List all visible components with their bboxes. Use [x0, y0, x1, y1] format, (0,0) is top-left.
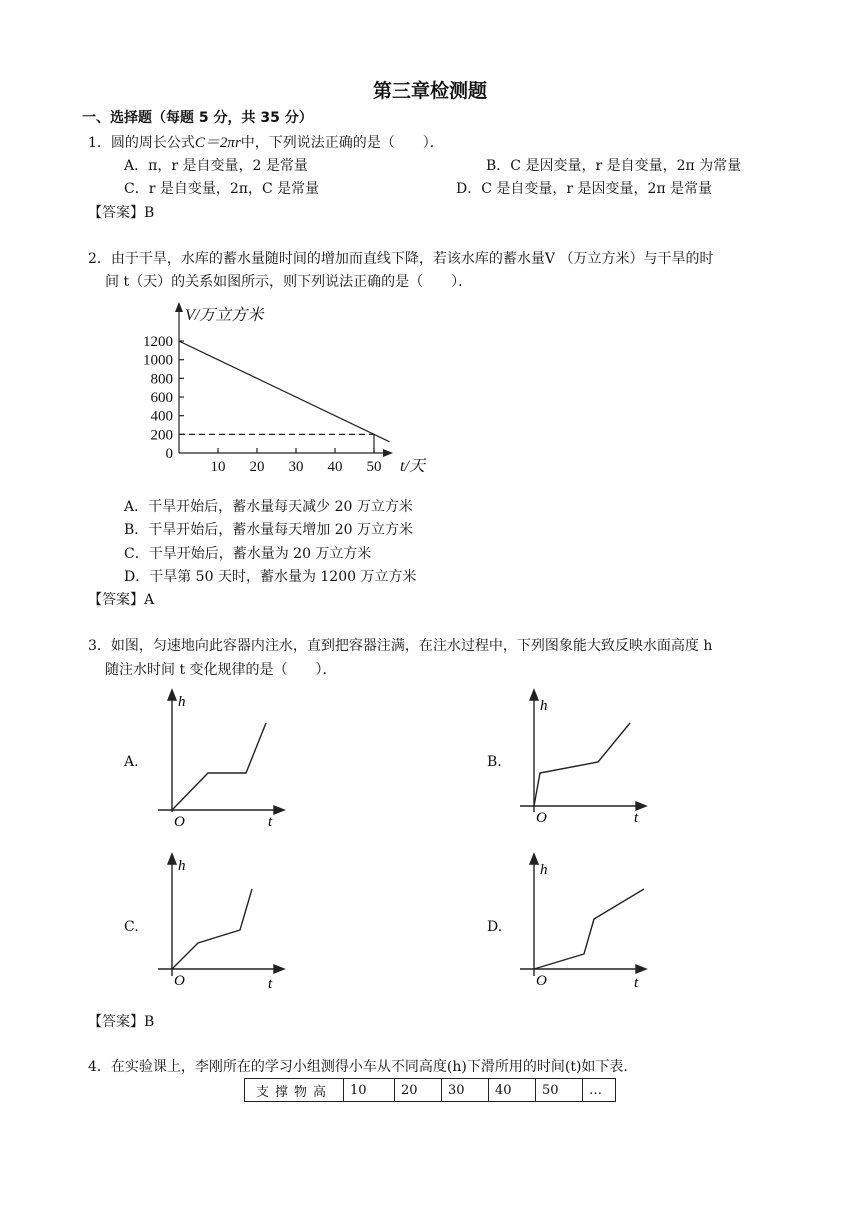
x-tick-label: 50 — [366, 459, 382, 475]
graph-a-label: A. — [124, 754, 139, 770]
svg-text:h: h — [540, 698, 548, 714]
graph-c-label: C. — [124, 919, 139, 935]
y-tick-label: 1200 — [143, 334, 173, 351]
data-table — [244, 1078, 616, 1102]
question-2-line1: 2．由于干旱，水库的蓄水量随时间的增加而直线下降，若该水库的蓄水量V （万立方米）与干旱的时 — [88, 251, 714, 267]
question-3-line1: 3．如图，匀速地向此容器内注水，直到把容器注满，在注水过程中，下列图象能大致反映水面高度 h — [88, 638, 713, 654]
graph-a — [150, 688, 290, 833]
svg-text:h: h — [540, 862, 548, 878]
graph-c — [150, 852, 290, 997]
table-cell: 10 — [344, 1079, 395, 1102]
x-tick-label: 10 — [210, 459, 226, 475]
question-text: 圆的周长公式 — [110, 135, 195, 151]
y-tick-label: 200 — [150, 427, 173, 444]
svg-text:t: t — [268, 814, 273, 830]
y-tick-label: 400 — [150, 408, 173, 425]
reservoir-chart — [130, 296, 450, 481]
option-d: D．C 是自变量，r 是因变量，2π 是常量 — [456, 181, 713, 197]
y-tick-label: 1000 — [143, 352, 173, 369]
svg-text:t: t — [268, 976, 273, 992]
option-c: C．r 是自变量，2π，C 是常量 — [124, 181, 320, 197]
graph-b — [512, 688, 652, 833]
x-tick-label: 20 — [249, 459, 265, 475]
table-cell: 50 — [536, 1079, 583, 1102]
page-title: 第三章检测题 — [372, 80, 487, 102]
question-2-line2: 间 t（天）的关系如图所示，则下列说法正确的是（ ）． — [105, 274, 473, 290]
x-axis-arrow — [383, 449, 393, 457]
option-b: B．C 是因变量，r 是自变量，2π 为常量 — [486, 158, 742, 174]
question-text: 中，下列说法正确的是（ ）． — [240, 135, 444, 151]
answer-3: 【答案】B — [88, 1014, 155, 1030]
svg-text:h: h — [178, 694, 186, 710]
y-axis-arrow — [175, 302, 183, 312]
question-3-line2: 随注水时间 t 变化规律的是（ ）． — [105, 662, 337, 678]
graph-d — [512, 852, 652, 997]
formula: C＝2πr — [194, 135, 241, 151]
q2-option-c: C．干旱开始后，蓄水量为 20 万立方米 — [124, 546, 372, 562]
question-1 — [88, 131, 444, 152]
svg-text:O: O — [536, 810, 547, 826]
svg-text:t: t — [634, 810, 639, 826]
svg-text:O: O — [174, 973, 185, 989]
answer-2: 【答案】A — [88, 592, 155, 608]
svg-text:O: O — [536, 973, 547, 989]
x-axis-label: t/天 — [400, 458, 425, 475]
table-cell: 40 — [489, 1079, 536, 1102]
y-tick-label: 0 — [165, 446, 173, 462]
svg-text:O: O — [174, 814, 185, 830]
q2-option-b: B．干旱开始后，蓄水量每天增加 20 万立方米 — [124, 522, 414, 538]
q2-option-d: D．干旱第 50 天时，蓄水量为 1200 万立方米 — [124, 569, 417, 585]
q2-option-a: A．干旱开始后，蓄水量每天减少 20 万立方米 — [124, 499, 413, 515]
y-axis-label: V/万立方米 — [185, 307, 264, 324]
graph-b-label: B. — [487, 754, 502, 770]
table-row — [245, 1079, 616, 1102]
table-cell: … — [583, 1079, 616, 1102]
question-number: 1． — [88, 135, 111, 151]
graph-d-label: D. — [487, 919, 503, 935]
x-tick-label: 40 — [327, 459, 343, 475]
series-line — [179, 341, 390, 442]
question-4: 4．在实验课上，李刚所在的学习小组测得小车从不同高度(h)下滑所用的时间(t)如下表. — [88, 1059, 628, 1075]
table-cell: 30 — [442, 1079, 489, 1102]
svg-text:h: h — [178, 858, 186, 874]
table-cell: 20 — [395, 1079, 442, 1102]
x-tick-label: 30 — [288, 459, 304, 475]
table-header-cell: 支撑物高 — [245, 1079, 344, 1102]
section-heading: 一、选择题（每题 5 分，共 35 分） — [82, 110, 313, 126]
answer-1: 【答案】B — [88, 205, 155, 221]
svg-text:t: t — [634, 975, 639, 991]
y-tick-label: 800 — [150, 371, 173, 388]
y-tick-label: 600 — [150, 390, 173, 407]
option-a: A．π，r 是自变量，2 是常量 — [124, 158, 308, 174]
